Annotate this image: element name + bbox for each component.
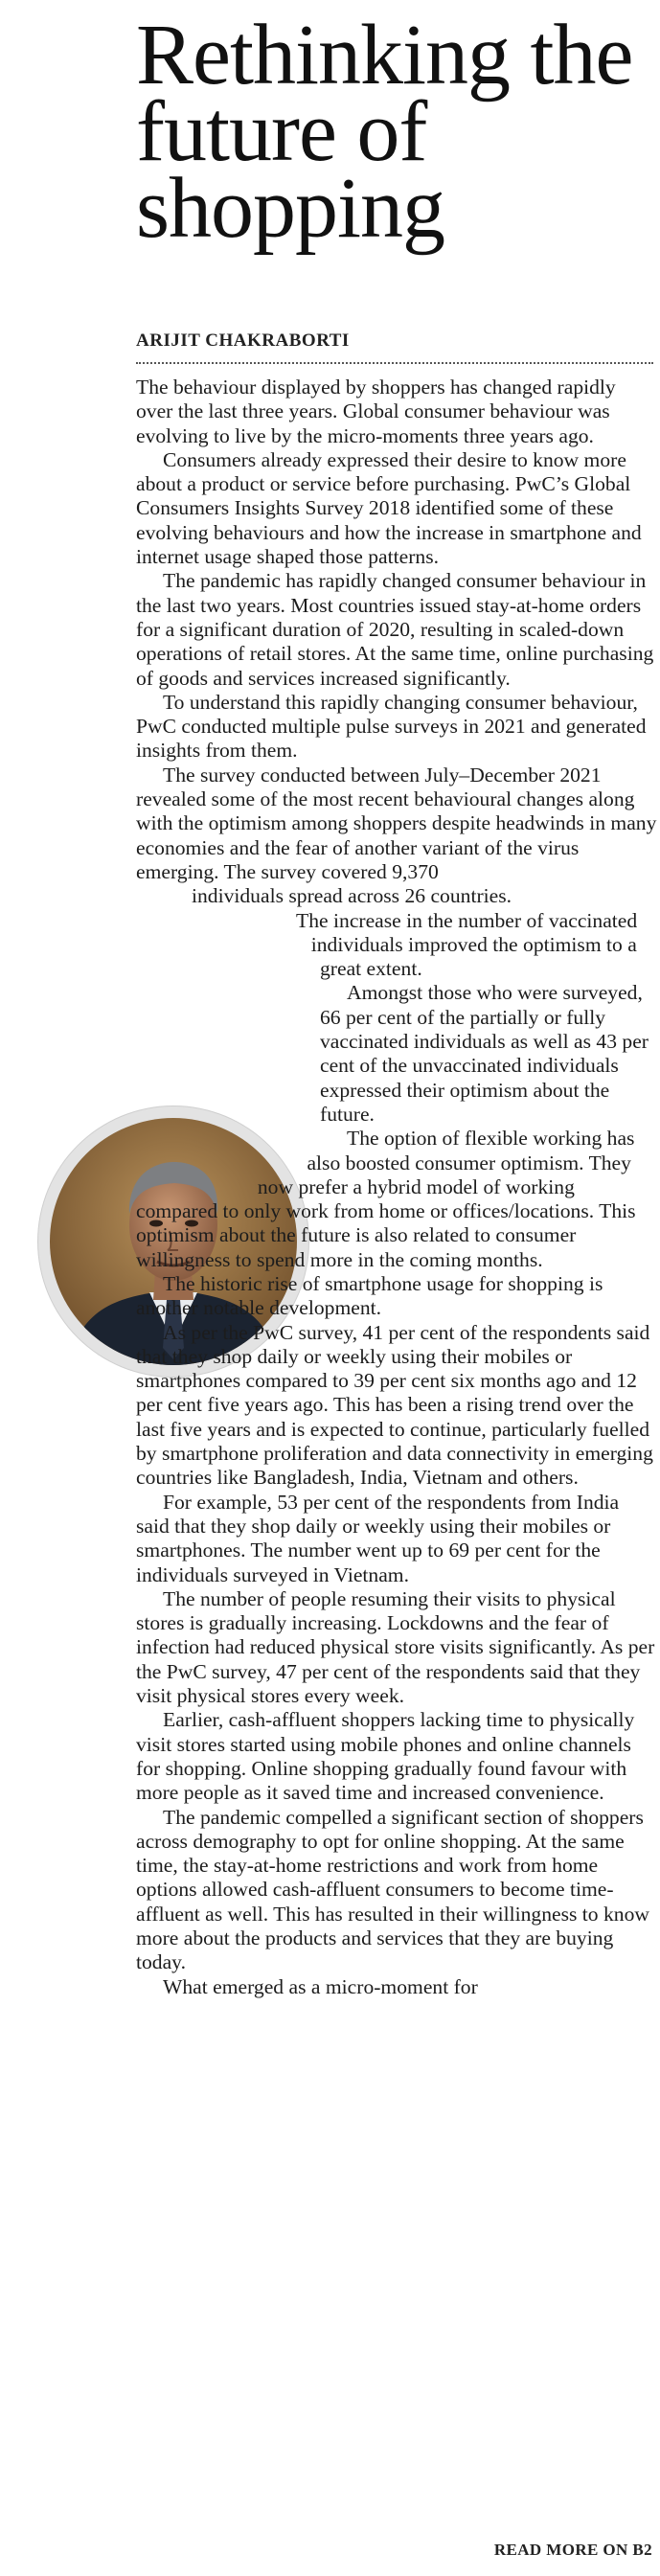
- paragraph: The pandemic compelled a significant section of shoppers across demography to opt for online shopping. At the same time, the stay-at-home restrictions and work from home options allowed cash-affluent consumers to become time-affluent as well. This has resulted in their willingness to know more about the products and services that they are buying today.: [136, 1805, 649, 1974]
- paragraph: The behaviour displayed by shoppers has changed rapidly over the last three years. Global consumer behaviour was evolving to live by the micro-moments three years ago.: [136, 376, 616, 447]
- paragraph: Amongst those who were surveyed, 66 per cent of the partially or fully vaccinated individuals as well as 43 per cent of the unvaccinated individuals expressed their optimism about the future.: [320, 981, 649, 1126]
- paragraph: The option of flexible working has also boosted consumer optimism. They now prefer a hybrid model of working compared to only work from home or offices/locations. This optimism about the future is also related to consumer willingness to spend more in the coming months.: [136, 1127, 636, 1271]
- photo-wrap-space: [31, 909, 314, 1197]
- read-more-link[interactable]: READ MORE ON B2: [493, 2541, 652, 2559]
- byline: ARIJIT CHAKRABORTI: [136, 331, 350, 351]
- dotted-divider: [136, 362, 653, 364]
- paragraph: The increase in the number of vaccinated individuals improved the optimism to a great extent.: [296, 908, 638, 981]
- paragraph: The pandemic has rapidly changed consumer behaviour in the last two years. Most countries issued stay-at-home orders for a significant duration of 2020, resulting in scaled-down operations of retail stores. At the same time, online purchasing of goods and services increased significantly.: [136, 569, 654, 690]
- paragraph: Earlier, cash-affluent shoppers lacking time to physically visit stores started using mobile phones and online channels for shopping. Online shopping gradually found favour with more people as it saved time and increased convenience.: [136, 1708, 635, 1805]
- paragraph: [136, 764, 657, 909]
- paragraph: To understand this rapidly changing consumer behaviour, PwC conducted multiple pulse surveys in 2021 and generated insights from them.: [136, 690, 647, 763]
- paragraph-text: The survey conducted between July–December 2021 revealed some of the most recent behavioural changes along with the optimism among shoppers despite headwinds in many economies and the fear of another variant of the virus emerging. The survey covered 9,370: [136, 763, 657, 883]
- paragraph: The historic rise of smartphone usage for shopping is another notable development.: [136, 1271, 603, 1320]
- paragraph: For example, 53 per cent of the respondents from India said that they shop daily or weekly using their mobiles or smartphones. The number went up to 69 per cent for the individuals surveyed in Vietnam.: [136, 1490, 620, 1586]
- paragraph: Consumers already expressed their desire to know more about a product or service before purchasing. PwC’s Global Consumers Insights Survey 2018 identified some of these evolving behaviours and how the increase in smartphone and internet usage shaped those patterns.: [136, 447, 642, 569]
- paragraph: What emerged as a micro-moment for: [163, 1974, 478, 1998]
- article-body: [136, 376, 657, 1999]
- paragraph-text: individuals spread across 26 countries.: [192, 884, 512, 908]
- headline: Rethinking the future of shopping: [136, 8, 633, 256]
- paragraph: As per the PwC survey, 41 per cent of the respondents said that they shop daily or weekly using their mobiles or smartphones compared to 39 per cent six months ago and 12 per cent five years ago. This has been a rising trend over the last five years and is expected to continue, particularly fuelled by smartphone proliferation and data connectivity in emerging countries like Bangladesh, India, Vietnam and others.: [136, 1320, 653, 1490]
- paragraph: The number of people resuming their visits to physical stores is gradually increasing. Lockdowns and the fear of infection had reduced physical store visits significantly. As per the PwC survey, 47 per cent of the respondents said that they visit physical stores every week.: [136, 1586, 655, 1708]
